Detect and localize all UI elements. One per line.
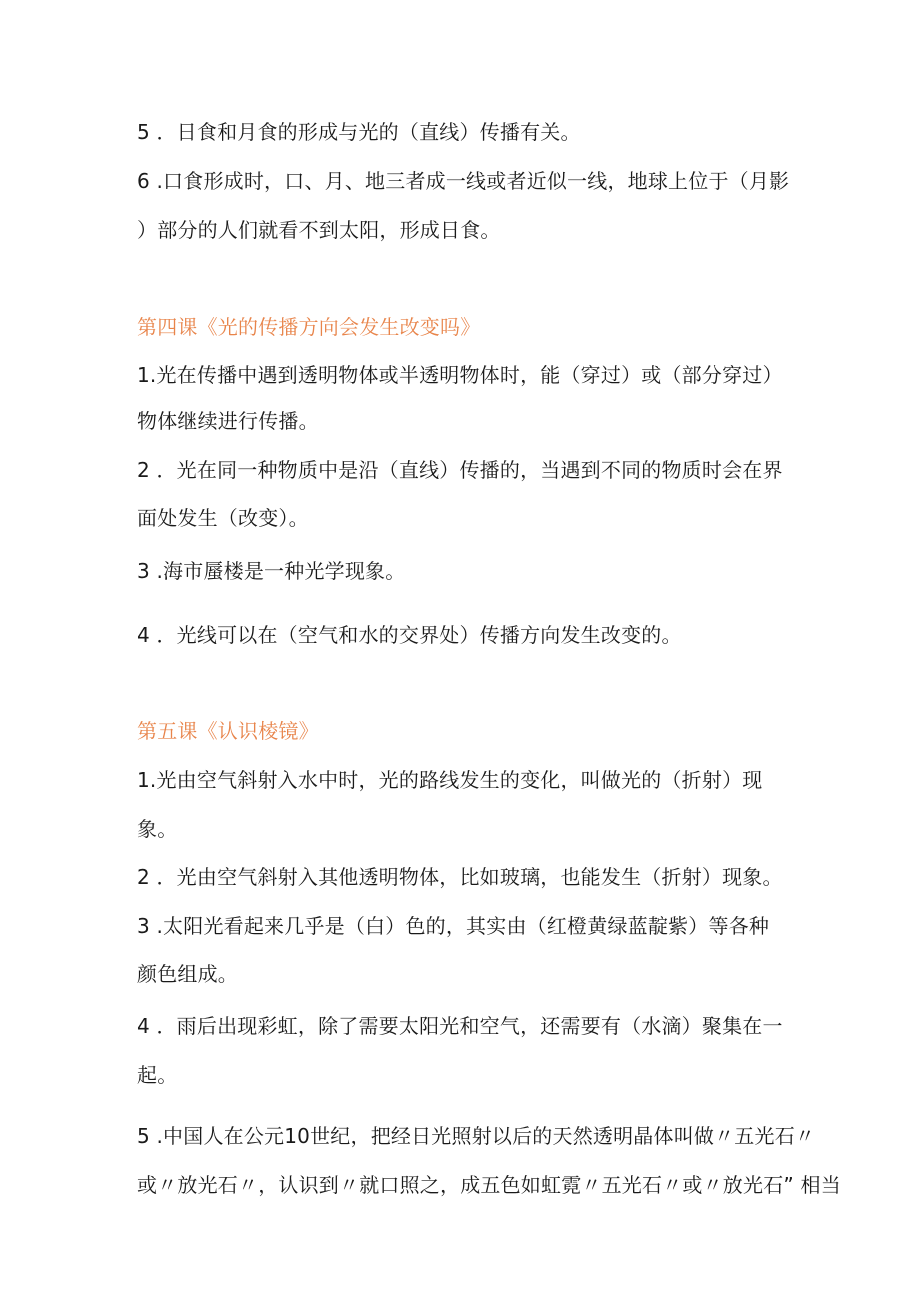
lesson3-item-5: 5 ．日食和月食的形成与光的（直线）传播有关。 [137, 120, 581, 144]
lesson3-item-6-line-2: ）部分的人们就看不到太阳，形成日食。 [137, 218, 501, 242]
lesson4-item-1-line-2: 物体继续进行传播。 [137, 409, 319, 433]
lesson4-item-3: 3 .海市蜃楼是一种光学现象。 [137, 559, 406, 583]
lesson4-item-2-line-2: 面处发生（改变）。 [137, 506, 309, 530]
lesson5-item-3-line-2: 颜色组成。 [137, 962, 238, 986]
lesson4-item-4: 4 ．光线可以在（空气和水的交界处）传播方向发生改变的。 [137, 623, 682, 647]
lesson4-item-2-line-1: 2 ．光在同一种物质中是沿（直线）传播的，当遇到不同的物质时会在界 [137, 458, 783, 482]
lesson5-heading: 第五课《认识棱镜》 [137, 719, 319, 743]
lesson5-item-4-line-2: 起。 [137, 1063, 178, 1087]
lesson5-item-4-line-1: 4 ．雨后出现彩虹，除了需要太阳光和空气，还需要有（水滴）聚集在一 [137, 1014, 783, 1038]
lesson5-item-3-line-1: 3 .太阳光看起来几乎是（白）色的，其实由（红橙黄绿蓝靛紫）等各种 [137, 914, 770, 938]
lesson3-item-6-line-1: 6 .口食形成时，口、月、地三者成一线或者近似一线，地球上位于（月影 [137, 169, 790, 193]
lesson5-item-1-line-2: 象。 [137, 817, 178, 841]
lesson5-item-5-line-2: 或〃放光石〃，认识到〃就口照之，成五色如虹霓〃五光石〃或〃放光石” 相当 [137, 1173, 841, 1197]
lesson5-item-2: 2 ．光由空气斜射入其他透明物体，比如玻璃，也能发生（折射）现象。 [137, 865, 783, 889]
lesson5-item-1-line-1: 1.光由空气斜射入水中时，光的路线发生的变化，叫做光的（折射）现 [137, 768, 763, 792]
lesson4-item-1-line-1: 1.光在传播中遇到透明物体或半透明物体时，能（穿过）或（部分穿过） [137, 363, 783, 387]
lesson5-item-5-line-1: 5 .中国人在公元10世纪，把经日光照射以后的天然透明晶体叫做〃五光石〃 [137, 1124, 816, 1148]
lesson4-heading: 第四课《光的传播方向会发生改变吗》 [137, 315, 481, 339]
